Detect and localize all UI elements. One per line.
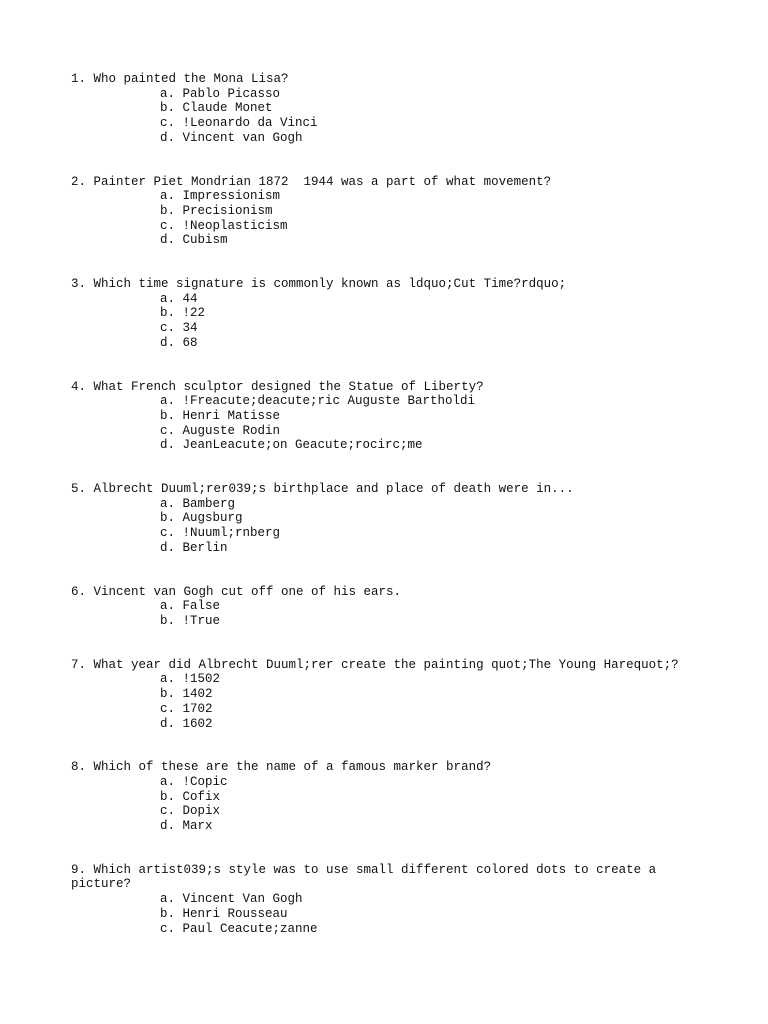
answer-option: d. 1602 xyxy=(160,716,213,731)
quiz-document xyxy=(71,72,701,965)
answer-options xyxy=(71,599,701,628)
answer-option: a. Vincent Van Gogh xyxy=(160,892,303,907)
answer-option: c. !Leonardo da Vinci xyxy=(160,116,318,131)
answer-option: d. Cubism xyxy=(160,233,228,248)
answer-option: c. Paul Ceacute;zanne xyxy=(160,921,318,936)
answer-option: b. Claude Monet xyxy=(160,101,273,116)
answer-option: b. 1402 xyxy=(160,687,213,702)
answer-option: c. !Nuuml;rnberg xyxy=(160,526,281,541)
question-text: 3. Which time signature is commonly known as ldquo;Cut Time?rdquo; xyxy=(71,277,567,292)
answer-options xyxy=(71,292,701,351)
answer-option: a. !Freacute;deacute;ric Auguste Bartholdi xyxy=(160,394,476,409)
answer-option: b. Cofix xyxy=(160,789,221,804)
answer-option: b. !22 xyxy=(160,306,206,321)
answer-option: a. Pablo Picasso xyxy=(160,86,281,101)
question-8 xyxy=(71,760,701,834)
answer-options xyxy=(71,394,701,453)
answer-option: b. Precisionism xyxy=(160,203,273,218)
answer-option: d. Marx xyxy=(160,819,213,834)
answer-option: d. Berlin xyxy=(160,540,228,555)
answer-option: a. 44 xyxy=(160,291,198,306)
question-text: 5. Albrecht Duuml;rer039;s birthplace and place of death were in... xyxy=(71,482,574,497)
question-3 xyxy=(71,277,701,351)
question-1 xyxy=(71,72,701,146)
answer-options xyxy=(71,892,701,936)
question-4 xyxy=(71,380,701,454)
question-text: 8. Which of these are the name of a famous marker brand? xyxy=(71,760,492,775)
question-text: 7. What year did Albrecht Duuml;rer create the painting quot;The Young Harequot;? xyxy=(71,657,679,672)
answer-option: c. Dopix xyxy=(160,804,221,819)
answer-options xyxy=(71,775,701,834)
answer-option: c. 34 xyxy=(160,321,198,336)
answer-option: b. !True xyxy=(160,613,221,628)
answer-options xyxy=(71,672,701,731)
question-text: 6. Vincent van Gogh cut off one of his ears. xyxy=(71,584,402,599)
answer-option: a. Impressionism xyxy=(160,189,281,204)
answer-option: c. Auguste Rodin xyxy=(160,423,281,438)
answer-option: c. !Neoplasticism xyxy=(160,218,288,233)
answer-option: b. Augsburg xyxy=(160,511,243,526)
question-6 xyxy=(71,585,701,629)
answer-option: d. Vincent van Gogh xyxy=(160,130,303,145)
answer-option: d. JeanLeacute;on Geacute;rocirc;me xyxy=(160,438,423,453)
answer-option: a. !Copic xyxy=(160,774,228,789)
answer-option: a. Bamberg xyxy=(160,496,236,511)
question-text: 2. Painter Piet Mondrian 1872 1944 was a part of what movement? xyxy=(71,174,552,189)
question-5 xyxy=(71,482,701,556)
question-text: 1. Who painted the Mona Lisa? xyxy=(71,72,289,86)
answer-option: a. !1502 xyxy=(160,672,221,687)
question-text: 4. What French sculptor designed the Statue of Liberty? xyxy=(71,379,484,394)
question-7 xyxy=(71,658,701,732)
answer-option: b. Henri Matisse xyxy=(160,408,281,423)
answer-options xyxy=(71,87,701,146)
answer-option: a. False xyxy=(160,599,221,614)
answer-options xyxy=(71,497,701,556)
question-text: 9. Which artist039;s style was to use small different colored dots to create a picture? xyxy=(71,862,664,892)
answer-option: c. 1702 xyxy=(160,701,213,716)
question-2 xyxy=(71,175,701,249)
answer-option: d. 68 xyxy=(160,335,198,350)
question-9 xyxy=(71,863,701,937)
answer-options xyxy=(71,189,701,248)
answer-option: b. Henri Rousseau xyxy=(160,906,288,921)
